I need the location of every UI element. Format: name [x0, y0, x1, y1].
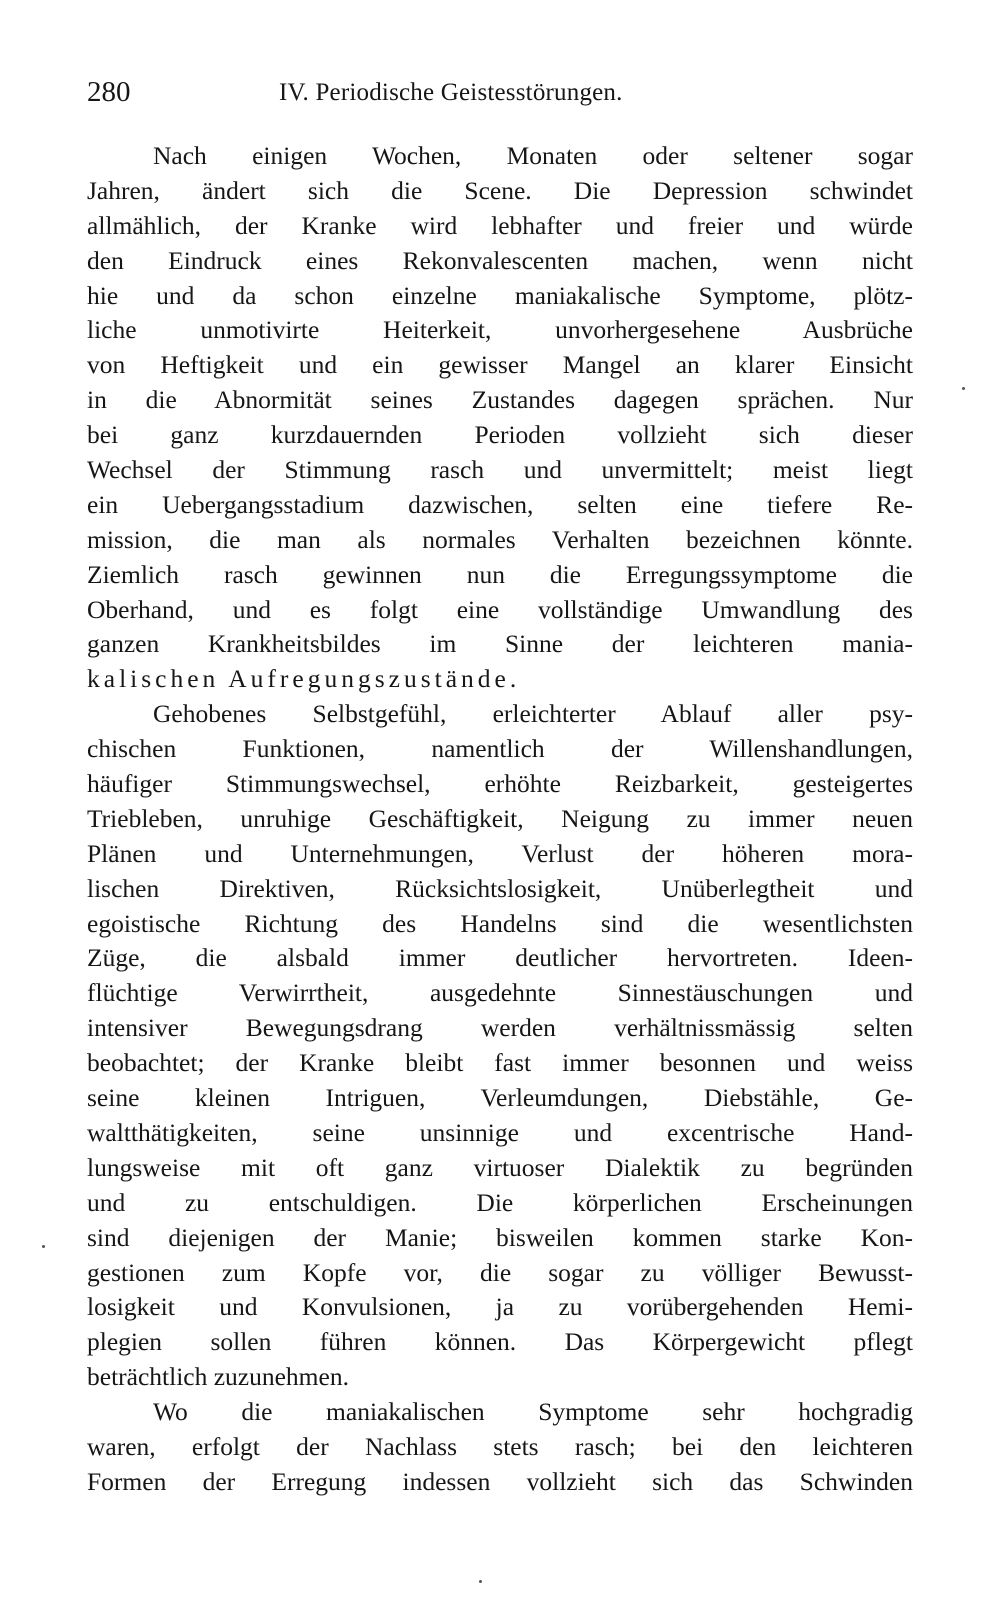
- text-line: flüchtige Verwirrtheit, ausgedehnte Sinnestäuschungen und: [87, 978, 913, 1008]
- text-line: sind diejenigen der Manie; bisweilen kommen starke Kon-: [87, 1222, 913, 1252]
- page-number: 280: [87, 76, 131, 108]
- text-line: Züge, die alsbald immer deutlicher hervortreten. Ideen-: [87, 943, 913, 973]
- text-line: Gehobenes Selbstgefühl, erleichterter Ablauf aller psy-: [153, 699, 913, 729]
- text-line: Formen der Erregung indessen vollzieht sich das Schwinden: [87, 1466, 913, 1496]
- text-line: und zu entschuldigen. Die körperlichen Erscheinungen: [87, 1187, 913, 1217]
- text-line: kalischen Aufregungszustände.: [87, 664, 521, 694]
- scan-speck: [42, 1245, 45, 1248]
- text-line: Wechsel der Stimmung rasch und unvermittelt; meist liegt: [87, 455, 913, 485]
- text-line: lischen Direktiven, Rücksichtslosigkeit, Unüberlegtheit und: [87, 873, 913, 903]
- scan-speck: [962, 387, 965, 390]
- text-line: intensiver Bewegungsdrang werden verhältnissmässig selten: [87, 1013, 913, 1043]
- text-line: lungsweise mit oft ganz virtuoser Dialektik zu begründen: [87, 1152, 913, 1182]
- text-line: den Eindruck eines Rekonvalescenten machen, wenn nicht: [87, 245, 913, 275]
- running-head: IV. Periodische Geistesstörungen.: [279, 79, 623, 106]
- text-line: waltthätigkeiten, seine unsinnige und excentrische Hand-: [87, 1117, 913, 1147]
- text-line: Nach einigen Wochen, Monaten oder seltener sogar: [153, 141, 913, 170]
- text-line: häufiger Stimmungswechsel, erhöhte Reizbarkeit, gesteigertes: [87, 769, 913, 799]
- text-line: Ziemlich rasch gewinnen nun die Erregungssymptome die: [87, 559, 913, 589]
- text-line: Jahren, ändert sich die Scene. Die Depression schwindet: [87, 175, 913, 205]
- text-line: ganzen Krankheitsbildes im Sinne der leichteren mania-: [87, 629, 913, 659]
- text-line: egoistische Richtung des Handelns sind die wesentlichsten: [87, 908, 913, 938]
- text-line: seine kleinen Intriguen, Verleumdungen, Diebstähle, Ge-: [87, 1083, 913, 1113]
- text-line: losigkeit und Konvulsionen, ja zu vorübergehenden Hemi-: [87, 1292, 913, 1322]
- text-line: chischen Funktionen, namentlich der Willenshandlungen,: [87, 734, 913, 764]
- text-line: Wo die maniakalischen Symptome sehr hochgradig: [153, 1397, 913, 1427]
- text-line: mission, die man als normales Verhalten bezeichnen könnte.: [87, 524, 913, 554]
- text-line: beträchtlich zuzunehmen.: [87, 1362, 349, 1392]
- text-line: plegien sollen führen können. Das Körpergewicht pflegt: [87, 1327, 913, 1357]
- text-line: liche unmotivirte Heiterkeit, unvorhergesehene Ausbrüche: [87, 315, 913, 345]
- text-line: allmählich, der Kranke wird lebhafter und freier und würde: [87, 210, 913, 240]
- text-line: ein Uebergangsstadium dazwischen, selten eine tiefere Re-: [87, 489, 913, 519]
- page-header: [87, 74, 913, 114]
- text-line: Plänen und Unternehmungen, Verlust der höheren mora-: [87, 838, 913, 868]
- text-line: Triebleben, unruhige Geschäftigkeit, Neigung zu immer neuen: [87, 803, 913, 833]
- text-line: hie und da schon einzelne maniakalische Symptome, plötz-: [87, 280, 913, 310]
- text-line: beobachtet; der Kranke bleibt fast immer besonnen und weiss: [87, 1048, 913, 1078]
- text-line: in die Abnormität seines Zustandes dagegen sprächen. Nur: [87, 385, 913, 415]
- text-line: von Heftigkeit und ein gewisser Mangel an klarer Einsicht: [87, 350, 913, 380]
- text-line: gestionen zum Kopfe vor, die sogar zu völliger Bewusst-: [87, 1257, 913, 1287]
- text-line: waren, erfolgt der Nachlass stets rasch; bei den leichteren: [87, 1431, 913, 1461]
- body-text: [87, 139, 913, 1500]
- text-line: bei ganz kurzdauernden Perioden vollzieht sich dieser: [87, 420, 913, 450]
- scan-speck: [479, 1580, 482, 1583]
- text-line: Oberhand, und es folgt eine vollständige Umwandlung des: [87, 594, 913, 624]
